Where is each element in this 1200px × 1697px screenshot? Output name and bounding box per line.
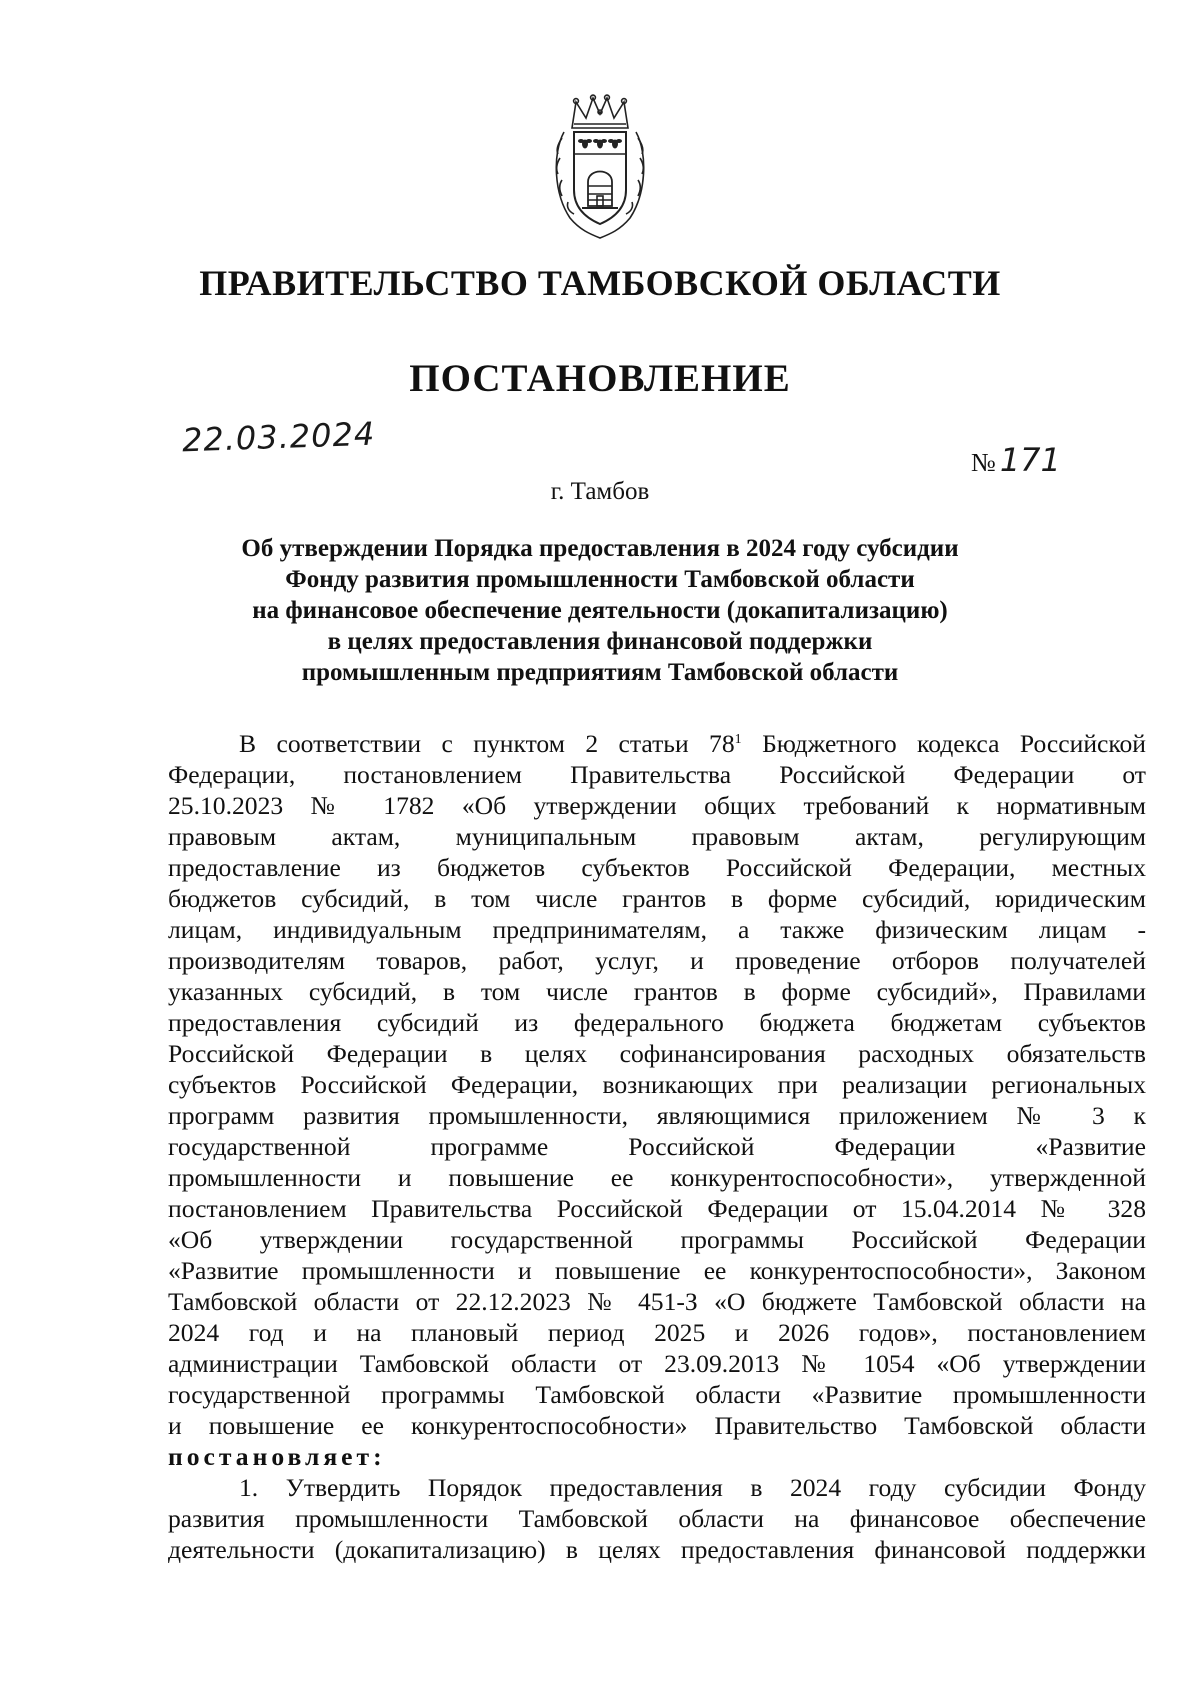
body-line: деятельности (докапитализацию) в целях предоставления финансовой поддержки <box>168 1535 1146 1564</box>
body-line: предоставления субсидий из федерального бюджета бюджетам субъектов <box>168 1008 1146 1037</box>
body-line: предоставление из бюджетов субъектов Российской Федерации, местных <box>168 853 1146 882</box>
document-number <box>971 441 1061 479</box>
body-line <box>168 1441 1146 1472</box>
body-line: государственной программы Тамбовской области «Развитие промышленности <box>168 1380 1146 1409</box>
document-subject <box>200 533 1000 688</box>
body-line: развития промышленности Тамбовской области на финансовое обеспечение <box>168 1504 1146 1533</box>
body-line: программ развития промышленности, являющимися приложением № 3 к <box>168 1101 1146 1130</box>
body-line: Российской Федерации в целях софинансирования расходных обязательств <box>168 1039 1146 1068</box>
document-body <box>168 728 1146 1565</box>
body-line: постановлением Правительства Российской Федерации от 15.04.2014 № 328 <box>168 1194 1146 1223</box>
body-line: Федерации, постановлением Правительства Российской Федерации от <box>168 760 1146 789</box>
body-line: 25.10.2023 № 1782 «Об утверждении общих требований к нормативным <box>168 791 1146 820</box>
body-line: Тамбовской области от 22.12.2023 № 451-З «О бюджете Тамбовской области на <box>168 1287 1146 1316</box>
body-line: производителям товаров, работ, услуг, и проведение отборов получателей <box>168 946 1146 975</box>
subject-line: Фонду развития промышленности Тамбовской области <box>285 566 915 593</box>
subject-line: на финансовое обеспечение деятельности (докапитализацию) <box>252 597 948 624</box>
body-line <box>168 728 1146 759</box>
city-line: г. Тамбов <box>550 478 650 505</box>
organization-title: ПРАВИТЕЛЬСТВО ТАМБОВСКОЙ ОБЛАСТИ <box>199 263 1001 303</box>
subject-line: в целях предоставления финансовой поддержки <box>327 628 873 655</box>
body-text-fragment: Бюджетного кодекса Российской <box>741 729 1146 758</box>
document-type-heading: ПОСТАНОВЛЕНИЕ <box>409 357 791 400</box>
subject-line: промышленным предприятиям Тамбовской области <box>301 659 899 686</box>
handwritten-date: 22.03.2024 <box>181 414 376 460</box>
body-text-fragment: В соответствии с пунктом 2 статьи 78 <box>239 729 735 758</box>
body-line: 2024 год и на плановый период 2025 и 2026 годов», постановлением <box>168 1318 1146 1347</box>
body-line: «Об утверждении государственной программы Российской Федерации <box>168 1225 1146 1254</box>
subject-line: Об утверждении Порядка предоставления в 2024 году субсидии <box>241 535 959 562</box>
number-sign: № <box>971 448 996 477</box>
article-superscript: 1 <box>734 732 742 747</box>
body-line: государственной программе Российской Федерации «Развитие <box>168 1132 1146 1161</box>
handwritten-number: 171 <box>999 441 1061 479</box>
body-line: и повышение ее конкурентоспособности» Правительство Тамбовской области <box>168 1411 1146 1440</box>
body-line: правовым актам, муниципальным правовым актам, регулирующим <box>168 822 1146 851</box>
body-line: 1. Утвердить Порядок предоставления в 2024 году субсидии Фонду <box>239 1473 1146 1502</box>
body-line: бюджетов субсидий, в том числе грантов в форме субсидий, юридическим <box>168 884 1146 913</box>
coat-of-arms-emblem <box>550 94 650 242</box>
decree-word: постановляет: <box>168 1442 386 1471</box>
body-line: промышленности и повышение ее конкурентоспособности», утвержденной <box>168 1163 1146 1192</box>
body-line: субъектов Российской Федерации, возникающих при реализации региональных <box>168 1070 1146 1099</box>
body-line: лицам, индивидуальным предпринимателям, а также физическим лицам - <box>168 915 1146 944</box>
body-line: указанных субсидий, в том числе грантов в форме субсидий», Правилами <box>168 977 1146 1006</box>
body-line: администрации Тамбовской области от 23.09.2013 № 1054 «Об утверждении <box>168 1349 1146 1378</box>
body-line: «Развитие промышленности и повышение ее конкурентоспособности», Законом <box>168 1256 1146 1285</box>
